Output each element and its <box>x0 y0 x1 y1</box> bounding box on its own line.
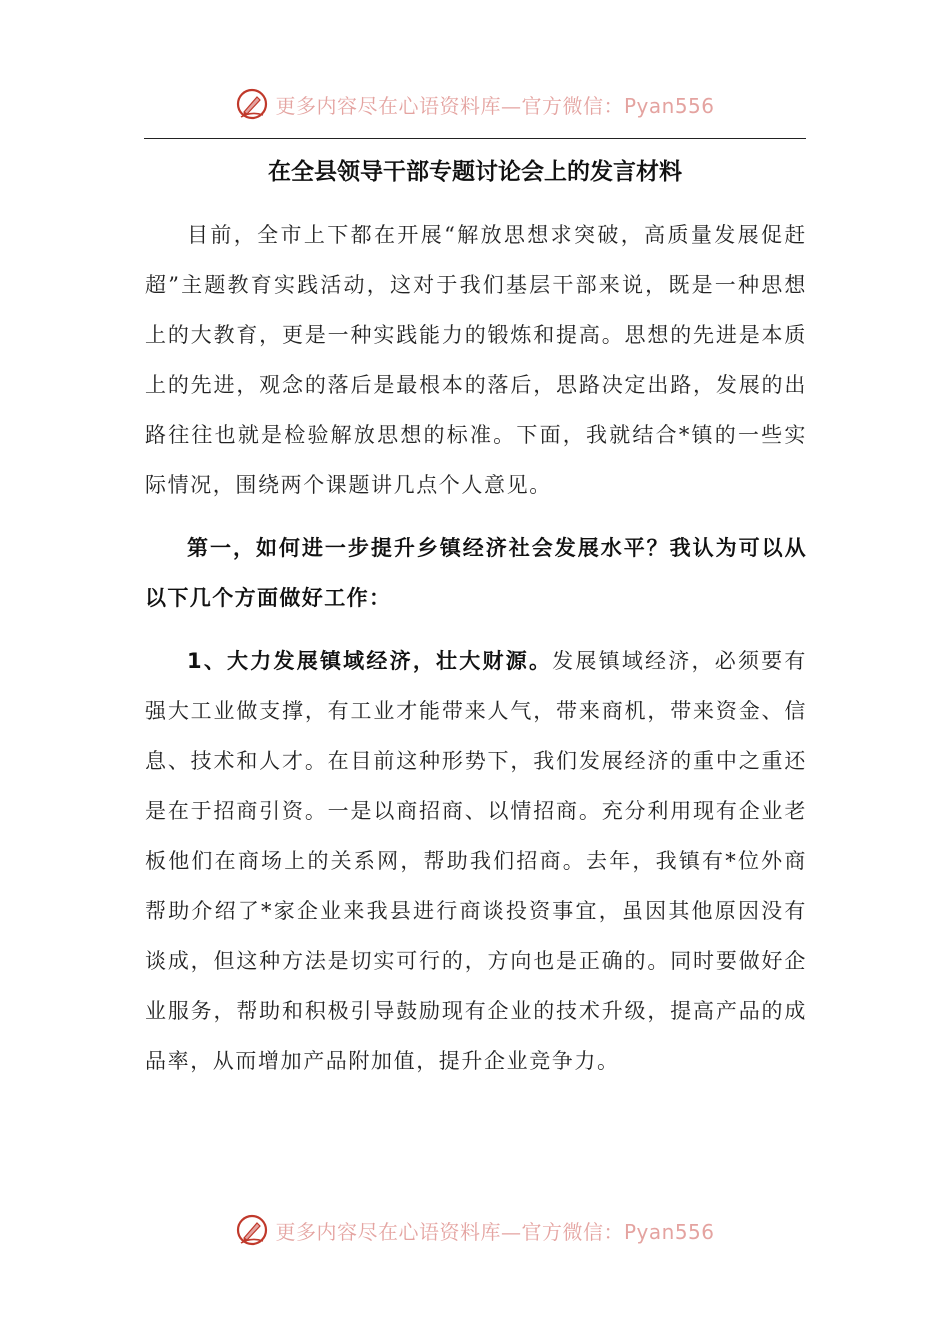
header-divider <box>144 138 806 139</box>
section-heading: 第一，如何进一步提升乡镇经济社会发展水平？我认为可以从以下几个方面做好工作： <box>145 536 807 610</box>
item-1-paragraph <box>145 636 807 1086</box>
document-title: 在全县领导干部专题讨论会上的发言材料 <box>268 159 682 185</box>
header-wechat-id: Pyan556 <box>623 93 715 118</box>
intro-paragraph: 目前，全市上下都在开展“解放思想求突破，高质量发展促赶超”主题教育实践活动，这对于我们基层干部来说，既是一种思想上的大教育，更是一种实践能力的锻炼和提高。思想的先进是本质上的先进，观念的落后是最根本的落后，思路决定出路，发展的出路往往也就是检验解放思想的标准。下面，我就结合*镇的一些实际情况，围绕两个课题讲几点个人意见。 <box>145 223 807 497</box>
pen-logo-icon <box>235 87 269 121</box>
footer-banner <box>0 1210 950 1250</box>
header-banner-text: 更多内容尽在心语资料库—官方微信：Pyan556 <box>275 93 715 118</box>
footer-banner-text: 更多内容尽在心语资料库—官方微信：Pyan556 <box>275 1219 715 1244</box>
item-1-lead: 1、大力发展镇域经济，壮大财源。 <box>187 649 553 673</box>
header-banner <box>0 84 950 124</box>
item-1-body: 发展镇域经济，必须要有强大工业做支撑，有工业才能带来人气，带来商机，带来资金、信息、技术和人才。在目前这种形势下，我们发展经济的重中之重还是在于招商引资。一是以商招商、以情招商。充分利用现有企业老板他们在商场上的关系网，帮助我们招商。去年，我镇有*位外商帮助介绍了*家企业来我县进行商谈投资事宜，虽因其他原因没有谈成，但这种方法是切实可行的，方向也是正确的。同时要做好企业服务，帮助和积极引导鼓励现有企业的技术升级，提高产品的成品率，从而增加产品附加值，提升企业竞争力。 <box>145 649 807 1073</box>
footer-wechat-id: Pyan556 <box>623 1219 715 1244</box>
pen-logo-icon <box>235 1213 269 1247</box>
